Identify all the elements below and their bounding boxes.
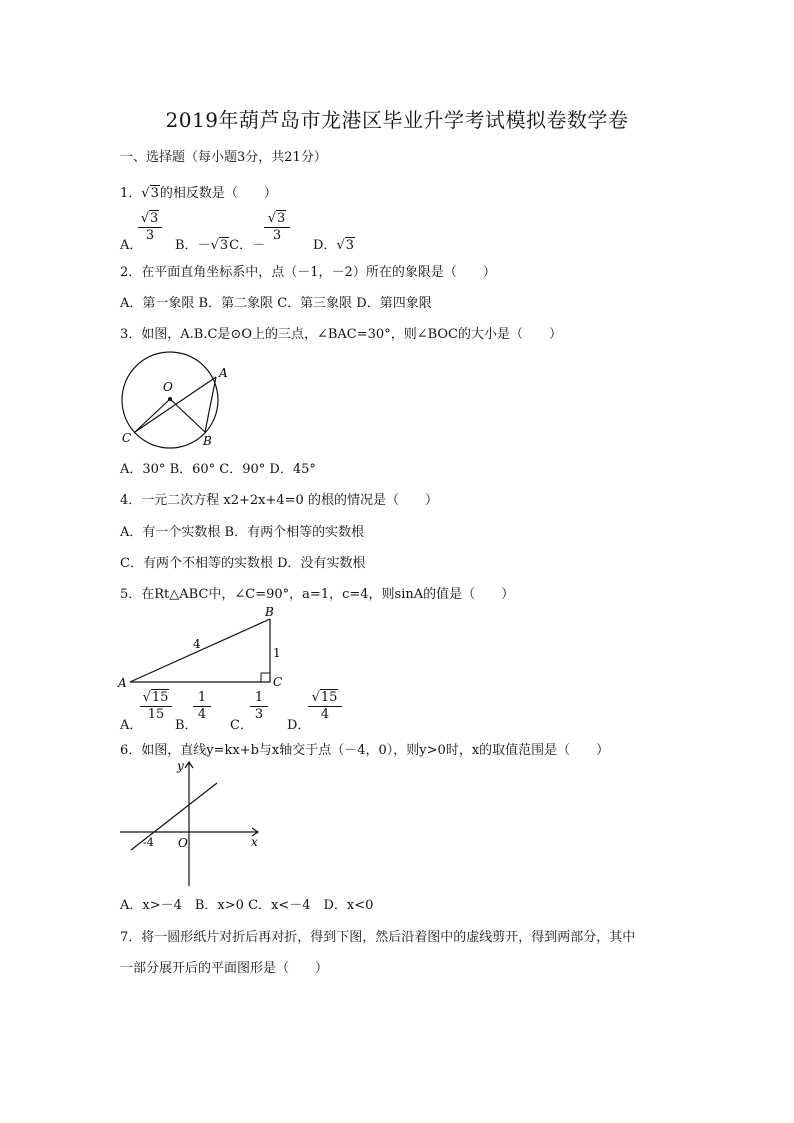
label-origin: O	[178, 836, 188, 850]
label-a: A	[118, 676, 127, 690]
q5-option-d-label: D．	[287, 718, 311, 733]
q1-option-c-fraction: $\frac{√3}{3}$	[264, 211, 290, 244]
segment-oc	[135, 399, 170, 432]
q5-option-b-label: B．	[175, 718, 198, 733]
q1-option-a-fraction: $\frac{√3}{3}$	[138, 211, 162, 244]
label-b: B	[203, 434, 212, 448]
q1-option-b: B．－√3C．－	[175, 238, 266, 253]
label-o: O	[163, 380, 173, 394]
question-5-stem: 5．在Rt△ABC中，∠C=90°，a=1，c=4，则sinA的值是（ ）	[120, 587, 515, 602]
circle-figure	[115, 350, 230, 450]
q5-option-c-label: C．	[230, 718, 253, 733]
segment-ab	[205, 377, 216, 432]
q1-option-a-label: A．	[120, 238, 143, 253]
section-heading: 一、选择题（每小题3分，共21分）	[120, 150, 327, 165]
question-2-options: A．第一象限 B．第二象限 C．第三象限 D．第四象限	[120, 296, 432, 311]
q1-option-d: D．√3	[313, 238, 355, 253]
question-4-stem: 4．一元二次方程 x2+2x+4=0 的根的情况是（ ）	[120, 493, 438, 508]
question-1-stem: 1．√3的相反数是（ ）	[120, 186, 277, 201]
question-7-line2: 一部分展开后的平面图形是（ ）	[120, 961, 329, 976]
q5-option-a-fraction: $\frac{√15}{15}$	[140, 690, 172, 723]
page-title: 2019年葫芦岛市龙港区毕业升学考试模拟卷数学卷	[165, 108, 629, 132]
label-hypotenuse: 4	[193, 637, 201, 651]
label-c: C	[122, 431, 132, 445]
center-dot	[168, 397, 172, 401]
question-7-line1: 7．将一圆形纸片对折后再对折，得到下图，然后沿着图中的虚线剪开，得到两部分，其中	[120, 930, 636, 945]
question-4-options-2: C．有两个不相等的实数根 D．没有实数根	[120, 556, 366, 571]
question-3-stem: 3．如图，A.B.C是⊙O上的三点，∠BAC=30°，则∠BOC的大小是（ ）	[120, 327, 562, 342]
right-angle-mark	[261, 673, 270, 682]
question-2-stem: 2．在平面直角坐标系中，点（－1，－2）所在的象限是（ ）	[120, 265, 496, 280]
question-6-stem: 6．如图，直线y=kx+b与x轴交于点（－4，0），则y>0时，x的取值范围是（ ）	[120, 743, 610, 758]
q5-option-d-fraction: $\frac{√15}{4}$	[308, 690, 342, 723]
question-4-options-1: A．有一个实数根 B．有两个相等的实数根	[120, 525, 365, 540]
segment-ca	[135, 377, 216, 432]
label-neg4: -4	[143, 836, 154, 849]
triangle-figure	[115, 603, 295, 691]
label-a: A	[219, 366, 228, 380]
label-x: x	[251, 835, 258, 849]
label-b: B	[265, 605, 274, 619]
label-side: 1	[273, 646, 281, 660]
q5-option-a-label: A．	[120, 718, 143, 733]
question-3-options: A．30° B．60° C．90° D．45°	[120, 462, 316, 477]
line-graph-figure	[115, 758, 265, 888]
question-6-options: A．x>－4 B．x>0 C．x<－4 D．x<0	[120, 898, 374, 913]
q5-option-b-fraction: $\frac{1}{4}$	[193, 690, 211, 723]
q5-option-c-fraction: $\frac{1}{3}$	[250, 690, 268, 723]
label-y: y	[177, 759, 184, 773]
label-c: C	[273, 675, 283, 689]
